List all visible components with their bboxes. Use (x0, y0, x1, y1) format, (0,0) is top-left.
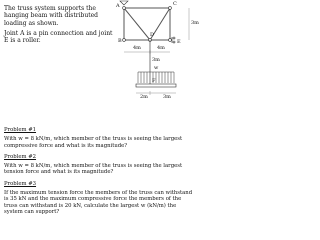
dim-span2-label: 4m (157, 45, 165, 51)
dim-beam-left-label: 2m (140, 94, 148, 100)
joint-e (169, 39, 172, 42)
label-joint-f: F (152, 78, 156, 84)
problem-1 (4, 127, 196, 149)
label-joint-b: B (118, 38, 122, 44)
joint-a (123, 7, 126, 10)
problem-2-text: With w = 8 kN/m, which member of the truss is seeing the largest tension force and what is its magnitude? (4, 162, 183, 176)
problem-1-text: With w = 8 kN/m, which member of the truss is seeing the largest compressive force and what is its magnitude? (4, 136, 183, 149)
problem-2-title: Problem #2 (4, 153, 37, 160)
problem-1-title: Problem #1 (4, 127, 37, 133)
joint-b (123, 39, 126, 42)
distributed-load-arrows (138, 72, 174, 83)
roller-wheel-bottom (173, 41, 175, 43)
intro-paragraph-1: The truss system supports the hanging beam with distributed loading as shown. (4, 5, 99, 27)
truss-diagram (100, 0, 200, 120)
dim-beam-right-label: 3m (163, 94, 171, 100)
label-joint-e: E (177, 39, 181, 45)
roller-wheel-top (173, 37, 175, 39)
label-joint-d: D (150, 32, 155, 38)
joint-c (169, 7, 172, 10)
label-joint-a: A (116, 3, 120, 9)
problem-3-text: If the maximum tension force the members of the truss can withstand is 35 kN and the maximum compressive force the members of the truss can withstand is 20 kN, calculate the largest w (kN/m) the system can support? (4, 189, 193, 216)
problem-statement (4, 5, 114, 47)
dim-hang-label: 3m (152, 57, 160, 63)
member-ad (124, 8, 150, 40)
label-joint-c: C (173, 1, 177, 7)
dim-span1-label: 4m (133, 45, 141, 51)
hanging-beam (136, 84, 176, 87)
truss-members (124, 8, 170, 40)
dim-height-label: 3m (191, 20, 199, 26)
load-symbol-w: w (154, 65, 159, 71)
problem-list (4, 127, 196, 221)
pin-support-a (120, 1, 128, 5)
problem-2 (4, 154, 196, 176)
truss-figure (100, 0, 200, 120)
problem-3 (4, 181, 196, 216)
problem-3-title: Problem #3 (4, 180, 37, 187)
intro-paragraph-2: Joint A is a pin connection and joint E is a roller. (4, 29, 113, 45)
